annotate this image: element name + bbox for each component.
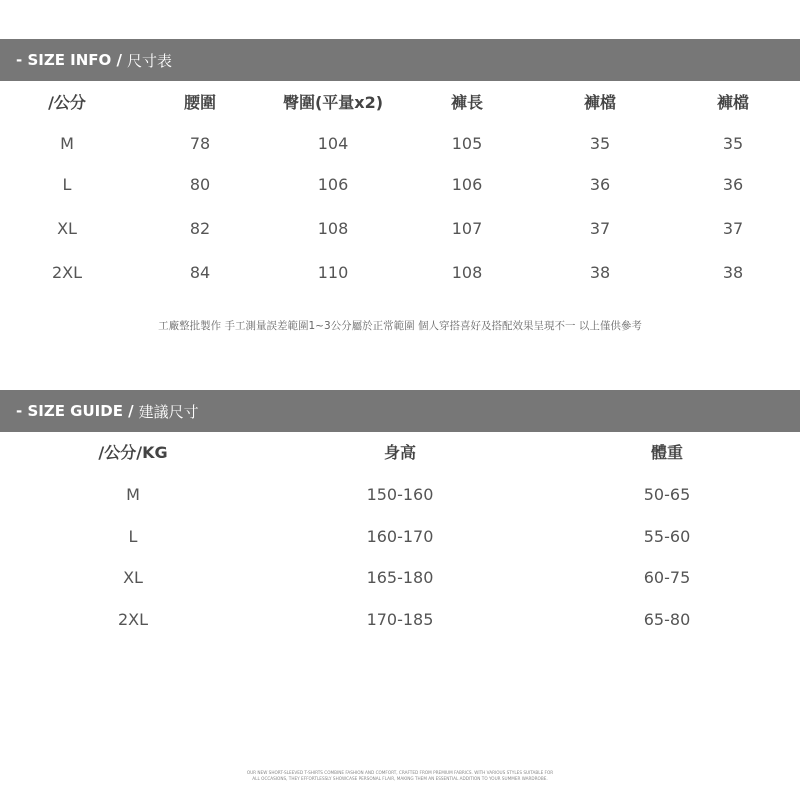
footer-fine-print [150, 770, 650, 782]
size-info-header-row [0, 91, 800, 115]
footer-line-1: OUR NEW SHORT-SLEEVED T-SHIRTS COMBINE FASHION AND COMFORT, CRAFTED FROM PREMIUM FABRICS. WITH VARIOUS STYLES SUITABLE FOR [246, 770, 554, 775]
size-guide-header-cell: 身高 [383, 443, 416, 462]
table-cell: 38 [722, 263, 744, 282]
table-cell: XL [57, 219, 77, 238]
table-row [0, 217, 800, 241]
size-guide-header [0, 390, 800, 432]
table-cell: 38 [589, 263, 611, 282]
table-cell: 170-185 [366, 610, 434, 629]
measurement-note: 工廠整批製作 手工測量誤差範圍1~3公分屬於正常範圍 個人穿搭喜好及搭配效果呈現不一 以上僅供參考 [158, 320, 642, 332]
size-guide-header-cell: 體重 [650, 443, 683, 462]
size-guide-title-en: - SIZE GUIDE / [16, 402, 134, 420]
table-cell: 80 [189, 175, 211, 194]
table-row [0, 173, 800, 197]
table-cell: 160-170 [366, 527, 434, 546]
table-cell: 36 [589, 175, 611, 194]
table-cell: 150-160 [366, 485, 434, 504]
size-info-header-cell: 褲長 [450, 93, 483, 112]
table-cell: 165-180 [366, 568, 434, 587]
table-cell: XL [123, 568, 143, 587]
size-info-header-cell: 臀圍(平量x2) [282, 93, 384, 112]
table-cell: 104 [317, 134, 349, 153]
table-cell: 110 [317, 263, 349, 282]
table-cell: 107 [451, 219, 483, 238]
table-cell: 60-75 [643, 568, 691, 587]
size-guide-header-cell: /公分/KG [98, 443, 168, 462]
table-row [0, 525, 800, 549]
table-cell: 65-80 [643, 610, 691, 629]
table-cell: 55-60 [643, 527, 691, 546]
table-cell: 106 [317, 175, 349, 194]
size-info-header [0, 39, 800, 81]
table-cell: 82 [189, 219, 211, 238]
table-cell: 35 [589, 134, 611, 153]
table-cell: 35 [722, 134, 744, 153]
table-row [0, 566, 800, 590]
table-cell: L [128, 527, 138, 546]
table-cell: 2XL [51, 263, 83, 282]
size-info-title-en: - SIZE INFO / [16, 51, 123, 69]
table-row [0, 261, 800, 285]
table-cell: 78 [189, 134, 211, 153]
table-cell: 105 [451, 134, 483, 153]
table-row [0, 608, 800, 632]
size-info-header-cell: 褲檔 [583, 93, 616, 112]
table-cell: 84 [189, 263, 211, 282]
table-cell: 37 [722, 219, 744, 238]
table-cell: 37 [589, 219, 611, 238]
table-cell: 106 [451, 175, 483, 194]
footer-line-2: ALL OCCASIONS, THEY EFFORTLESSLY SHOWCASE PERSONAL FLAIR, MAKING THEM AN ESSENTIAL ADDITION TO YOUR SUMMER WARDROBE. [252, 776, 548, 781]
table-cell: 50-65 [643, 485, 691, 504]
size-guide-title-zh: 建議尺寸 [138, 402, 199, 421]
size-info-title-zh: 尺寸表 [127, 51, 173, 70]
table-cell: M [126, 485, 140, 504]
table-cell: 36 [722, 175, 744, 194]
size-info-header-cell: /公分 [48, 93, 86, 112]
size-guide-header-row [0, 441, 800, 465]
table-cell: 108 [451, 263, 483, 282]
table-cell: L [62, 175, 72, 194]
table-row [0, 483, 800, 507]
table-cell: M [60, 134, 74, 153]
size-info-header-cell: 褲檔 [716, 93, 749, 112]
size-info-header-cell: 腰圍 [183, 93, 216, 112]
table-row [0, 132, 800, 156]
table-cell: 108 [317, 219, 349, 238]
table-cell: 2XL [117, 610, 149, 629]
